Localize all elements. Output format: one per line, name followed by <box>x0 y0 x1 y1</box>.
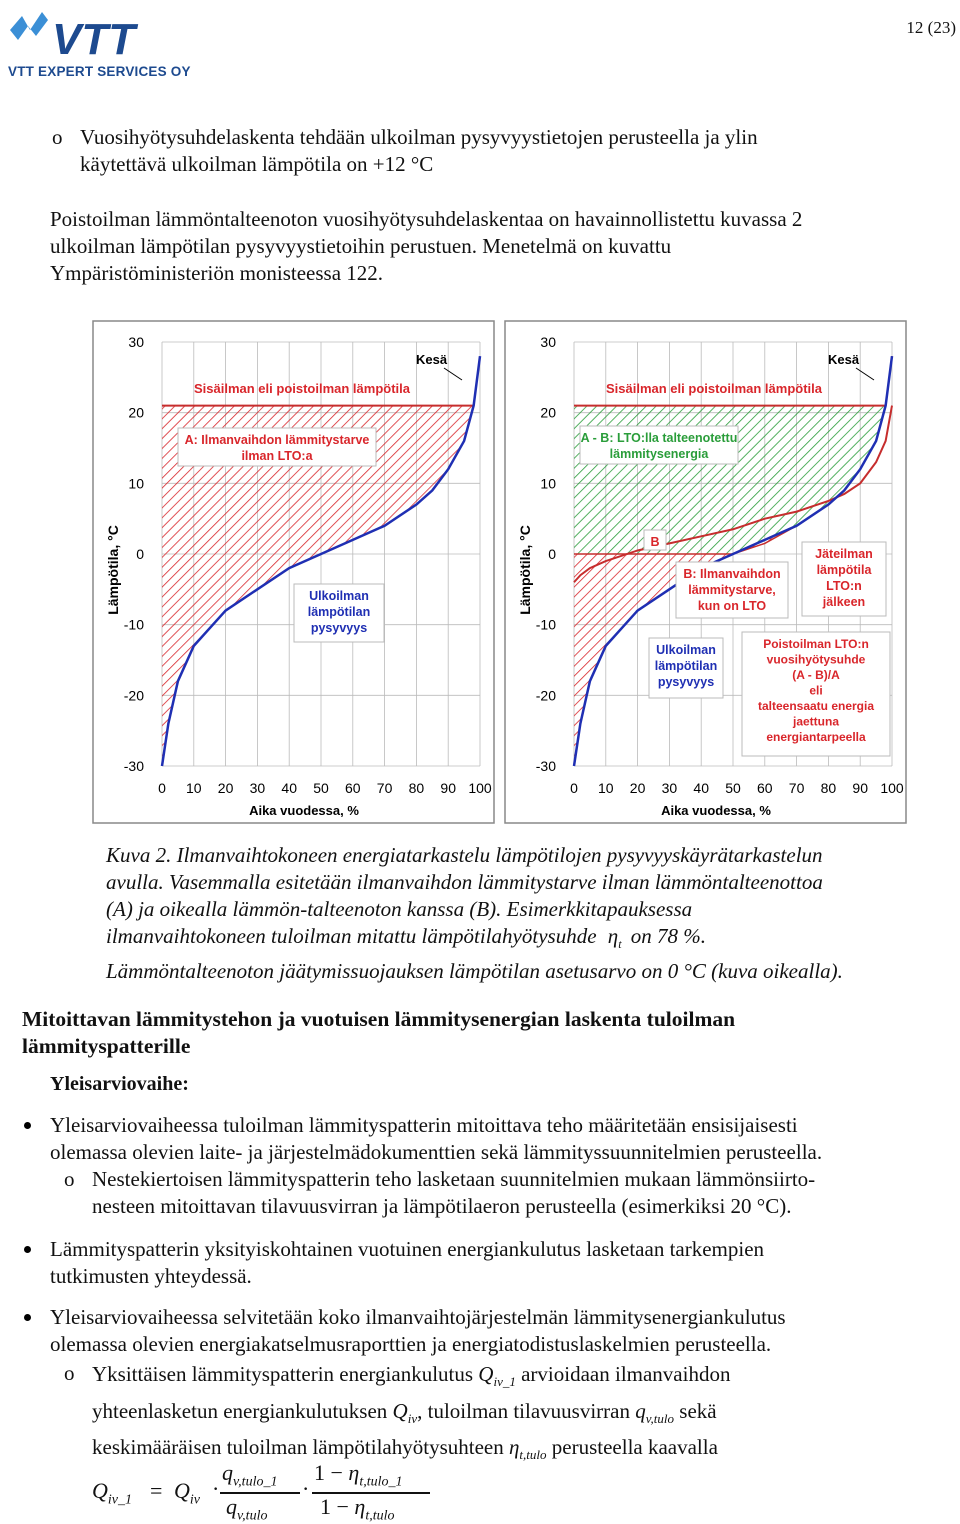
x-tick-label: 50 <box>725 780 741 796</box>
indoor-temperature-label: Sisäilman eli poistoilman lämpötila <box>194 381 410 396</box>
x-tick-label: 90 <box>852 780 868 796</box>
x-tick-label: 20 <box>629 780 646 796</box>
summer-label: Kesä <box>416 352 448 367</box>
y-tick-label: -20 <box>535 687 556 704</box>
symbol-q: q <box>635 1398 646 1423</box>
x-tick-label: 70 <box>788 780 805 796</box>
vtt-logo-mark <box>8 6 198 64</box>
bullet-marker <box>24 1246 31 1253</box>
label-b-demand-text: lämmitystarve, <box>688 583 776 597</box>
caption-line3: (A) ja oikealla lämmön-talteenoton kanssa (B). Esimerkkitapauksessa <box>106 897 693 921</box>
x-tick-label: 10 <box>186 780 202 796</box>
bullet-1-sub: Nestekiertoisen lämmityspatterin teho lasketaan suunnitelmien mukaan lämmönsiirto- nesteen mitoittavan tilavuusvirran ja lämpötilaeron perusteella (esimerkiksi 20 °C). <box>92 1167 816 1218</box>
x-tick-label: 80 <box>408 780 425 796</box>
y-tick-label: 30 <box>540 334 556 350</box>
x-tick-label: 50 <box>313 780 329 796</box>
y-tick-label: 10 <box>540 475 556 492</box>
x-tick-label: 60 <box>345 780 361 796</box>
label-exhaust-text: LTO:n <box>826 579 862 593</box>
intro-sub-line1: Vuosihyötysuhdelaskenta tehdään ulkoilman pysyvyystietojen perusteella ja ylin <box>80 125 758 149</box>
x-tick-label: 30 <box>249 780 266 796</box>
x-tick-label: 40 <box>693 780 709 796</box>
summer-label: Kesä <box>828 352 860 367</box>
label-exhaust-text: jälkeen <box>822 595 866 609</box>
label-efficiency-text: talteensaatu energia <box>757 699 875 713</box>
indoor-temperature-label: Sisäilman eli poistoilman lämpötila <box>606 381 822 396</box>
caption-line1: Kuva 2. Ilmanvaihtokoneen energiatarkastelu lämpötilojen pysyvyyskäyrätarkastelun <box>106 843 823 867</box>
y-tick-label: -30 <box>123 758 144 774</box>
x-tick-label: 70 <box>376 780 393 796</box>
x-tick-label: 10 <box>598 780 614 796</box>
section-heading: Mitoittavan lämmitystehon ja vuotuisen lämmitysenergian laskenta tuloilman lämmityspatterille <box>22 1007 736 1058</box>
label-efficiency-text: jaettuna <box>792 714 840 729</box>
intro-sub-bullet-marker: o <box>52 125 63 149</box>
label-exhaust-text: lämpötila <box>816 563 872 577</box>
y-axis-label: Lämpötila, °C <box>517 525 533 615</box>
y-tick-label: 10 <box>128 475 144 492</box>
bullet-3: Yleisarviovaiheessa selvitetään koko ilmanvaihtojärjestelmän lämmitysenergiankulutus olemassa olevien energiakatselmusraporttien ja energiatodistuslaskelmien perusteella. <box>50 1305 786 1356</box>
x-tick-label: 20 <box>217 780 234 796</box>
symbol-Q: Q <box>478 1362 494 1386</box>
intro-para-line2: ulkoilman lämpötilan pysyvyystietoihin perustuen. Menetelmä on kuvattu <box>50 234 672 258</box>
intro-paragraph <box>50 206 940 287</box>
y-tick-label: -10 <box>535 616 556 633</box>
label-outdoor-text: pysyvyys <box>310 621 368 635</box>
y-tick-label: 30 <box>128 334 144 350</box>
label-outdoor-text: Ulkoilman <box>656 643 716 657</box>
sub-bullet-marker: o <box>64 1167 75 1191</box>
caption-line4: ilmanvaihtokoneen tuloilman mitattu lämpötilahyötysuhde $\eta_t$ on 78 %. <box>106 924 707 952</box>
y-tick-label: -10 <box>123 616 144 633</box>
x-tick-label: 0 <box>158 780 166 796</box>
y-tick-label: 0 <box>548 546 556 562</box>
label-efficiency-text: energiantarpeella <box>766 730 866 744</box>
label-efficiency-text: vuosihyötysuhde <box>766 652 866 667</box>
label-ab-text: A - B: LTO:lla talteenotettu <box>580 431 738 445</box>
bullet-1: Yleisarviovaiheessa tuloilman lämmityspatterin mitoittava teho määritetään ensisijaisesti olemassa olevien laite- ja järjestelmädokumenttien sekä lämmityssuunnitelmien perusteella. <box>50 1113 823 1164</box>
bullet-marker <box>24 1122 31 1129</box>
y-tick-label: 20 <box>540 404 556 421</box>
bullet-3-sub: Yksittäisen lämmityspatterin energiankulutus $Q_{iv\_1}$ arvioidaan ilmanvaihdon yhteenlasketun energiankulutuksen $Q_{iv}$, tuloilman tilavuusvirran $q_{v,tulo}$ sekä keskimääräisen tuloilman lämpötilahyötysuhteen $\eta_{t,tulo}$ perusteella kaavalla <box>92 1362 731 1463</box>
intro-sub-line2: käytettävä ulkoilman lämpötila on +12 °C <box>80 152 434 176</box>
label-outdoor-text: Ulkoilman <box>309 589 369 603</box>
y-tick-label: -30 <box>535 758 556 774</box>
label-outdoor-text: pysyvyys <box>657 675 715 689</box>
label-a-text: ilman LTO:a <box>241 449 313 463</box>
vtt-logo <box>8 6 198 78</box>
y-tick-label: 0 <box>136 546 144 562</box>
x-tick-label: 80 <box>820 780 837 796</box>
y-axis-label: Lämpötila, °C <box>105 525 121 615</box>
x-tick-label: 90 <box>440 780 456 796</box>
figure-caption <box>106 842 951 985</box>
bullet-marker <box>24 1314 31 1321</box>
intro-para-line3: Ympäristöministeriön monisteessa 122. <box>50 261 384 285</box>
formula: $Q_{iv\_1}$ = $Q_{iv}$ · $q_{v,tulo\_1}$ $q_{v,tulo}$ · $1 - \eta_{t,tulo\_1}$ $1 - \eta_{t,tulo}$ <box>92 1458 512 1518</box>
x-tick-label: 40 <box>281 780 297 796</box>
label-ab-text: lämmitysenergia <box>609 447 709 461</box>
label-b-text: B <box>650 535 660 549</box>
x-tick-label: 60 <box>757 780 773 796</box>
label-efficiency-text: Poistoilman LTO:n <box>763 637 869 651</box>
chart-left <box>92 320 495 824</box>
subheading: Yleisarviovaihe: <box>50 1073 189 1095</box>
logo-subtitle: VTT EXPERT SERVICES OY <box>8 64 191 79</box>
x-axis-label: Aika vuodessa, % <box>661 803 771 818</box>
label-b-demand-text: kun on LTO <box>697 599 767 613</box>
eta-symbol: η <box>607 924 619 948</box>
chart-frame <box>93 321 494 823</box>
intro-sub-bullet <box>80 124 940 178</box>
symbol-Q: Q <box>392 1398 408 1423</box>
label-exhaust-text: Jäteilman <box>815 547 873 561</box>
x-axis-label: Aika vuodessa, % <box>249 803 359 818</box>
intro-para-line1: Poistoilman lämmöntalteenoton vuosihyötysuhdelaskentaa on havainnollistettu kuvassa 2 <box>50 207 803 231</box>
label-outdoor-text: lämpötilan <box>654 659 718 673</box>
chart-right <box>504 320 907 824</box>
label-efficiency-text: (A - B)/A <box>792 668 840 682</box>
page-number: 12 (23) <box>906 18 956 37</box>
label-efficiency-text: eli <box>809 683 823 698</box>
x-tick-label: 0 <box>570 780 578 796</box>
x-tick-label: 100 <box>880 780 904 796</box>
y-tick-label: -20 <box>123 687 144 704</box>
caption-line5: Lämmöntalteenoton jäätymissuojauksen lämpötilan asetusarvo on 0 °C (kuva oikealla). <box>106 959 843 984</box>
sub-bullet-marker: o <box>64 1361 75 1385</box>
caption-line2: avulla. Vasemmalla esitetään ilmanvaihdon lämmitystarve ilman lämmöntalteenottoa <box>106 870 823 894</box>
svg-text:VTT: VTT <box>52 15 136 64</box>
x-tick-label: 100 <box>468 780 492 796</box>
bullet-2: Lämmityspatterin yksityiskohtainen vuotuinen energiankulutus lasketaan tarkempien tutkimusten yhteydessä. <box>50 1237 765 1288</box>
label-outdoor-text: lämpötilan <box>307 605 371 619</box>
label-a-text: A: Ilmanvaihdon lämmitystarve <box>184 433 370 447</box>
x-tick-label: 30 <box>661 780 678 796</box>
label-b-demand-text: B: Ilmanvaihdon <box>683 567 781 581</box>
y-tick-label: 20 <box>128 404 144 421</box>
symbol-eta: η <box>509 1435 520 1460</box>
